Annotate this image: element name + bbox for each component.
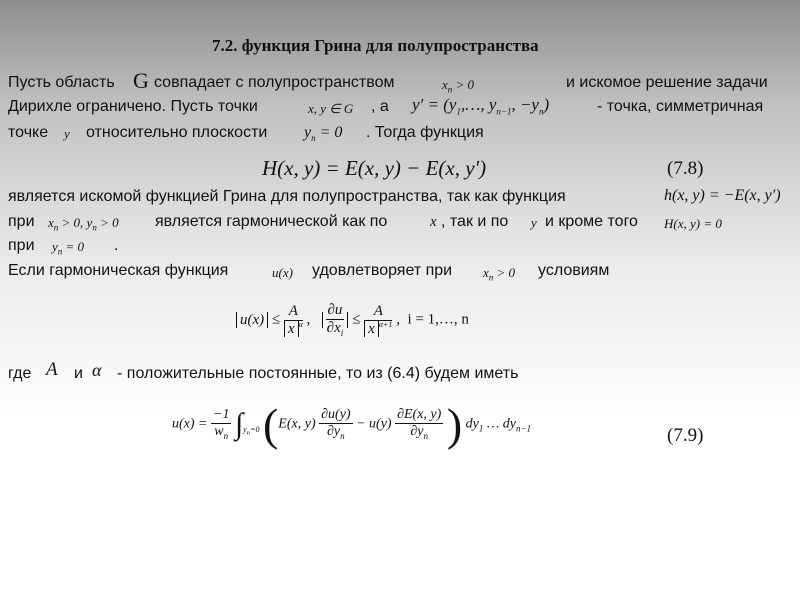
math-y: y [64, 126, 70, 141]
text-l1a: Пусть область [8, 74, 115, 91]
math-H-zero: H(x, y) = 0 [664, 216, 722, 231]
equation-number-7-8: (7.8) [667, 158, 704, 179]
text-l5c: , так и по [441, 213, 509, 230]
math-xn-pos: $x_n > 0$ [483, 265, 516, 283]
math-y-2: y [531, 215, 537, 230]
text-l9b: и [74, 365, 83, 382]
text-l2c: - точка, симметричная [597, 98, 764, 115]
math-x: x [430, 214, 437, 230]
text-l5d: и кроме того [545, 213, 638, 230]
math-u: u(x) [272, 265, 293, 280]
text-l3c: . Тогда функция [366, 124, 484, 141]
text-l6a: при [8, 237, 35, 254]
text-l3b: относительно плоскости [86, 124, 268, 141]
text-l4a: является искомой функцией Грина для полупространства, так как функция [8, 188, 566, 205]
text-l9a: где [8, 365, 32, 382]
equation-7-9: u(x) = $\frac{-1}{w_n}$ $\int_{y_n=0}$ (E(x, y) $\frac{\partial u(y)}{\partial y_n}$ − u(y) $\frac{\partial E(x, y)}{\partial y_n}$ ) $dy_1$ … $dy_{n-1}$ [172, 399, 532, 450]
math-points: x, y ∈ G [308, 101, 354, 116]
math-plane: $y_n = 0$ [304, 124, 343, 144]
text-l7c: условиям [538, 262, 610, 279]
text-l7a: Если гармоническая функция [8, 262, 229, 279]
text-l1b: совпадает с полупространством [154, 74, 395, 91]
math-h-def: h(x, y) = −E(x, y′) [664, 187, 781, 204]
math-half-space: $x_n > 0$ [442, 77, 475, 95]
text-l6b: . [114, 237, 119, 254]
text-l5a: при [8, 213, 35, 230]
bound-inequalities: u(x) ≤ $\frac{A}{x ^\alpha}$ , $\frac{\partial u}{\partial x_i}$ ≤ $\frac{A}{x ^{\alpha+1}}$ , i = 1,…, n [236, 302, 469, 338]
math-alpha: α [92, 360, 102, 380]
text-l5b: является гармонической как по [155, 213, 388, 230]
text-l7b: удовлетворяет при [312, 262, 453, 279]
text-l2a: Дирихле ограничено. Пусть точки [8, 98, 258, 115]
text-l1c: и искомое решение задачи [566, 74, 768, 91]
math-A: A [46, 359, 58, 380]
math-cond-pos: $x_n > 0$, $y_n > 0$ [48, 215, 119, 233]
math-yn-zero: $y_n = 0$ [52, 239, 85, 257]
text-l3a: точке [8, 124, 49, 141]
equation-number-7-9: (7.9) [667, 425, 704, 446]
equation-7-8: H(x, y) = E(x, y) − E(x, y′) [262, 156, 487, 180]
text-l9c: - положительные постоянные, то из (6.4) будем иметь [117, 365, 519, 382]
math-y-prime: $y' = (y_1,\dots$, $y_{n-1}$, $-y_n$) [412, 95, 550, 117]
text-l2b: , а [371, 98, 389, 115]
slide-title: 7.2. функция Грина для полупространства [212, 36, 539, 55]
math-G: G [133, 68, 149, 93]
